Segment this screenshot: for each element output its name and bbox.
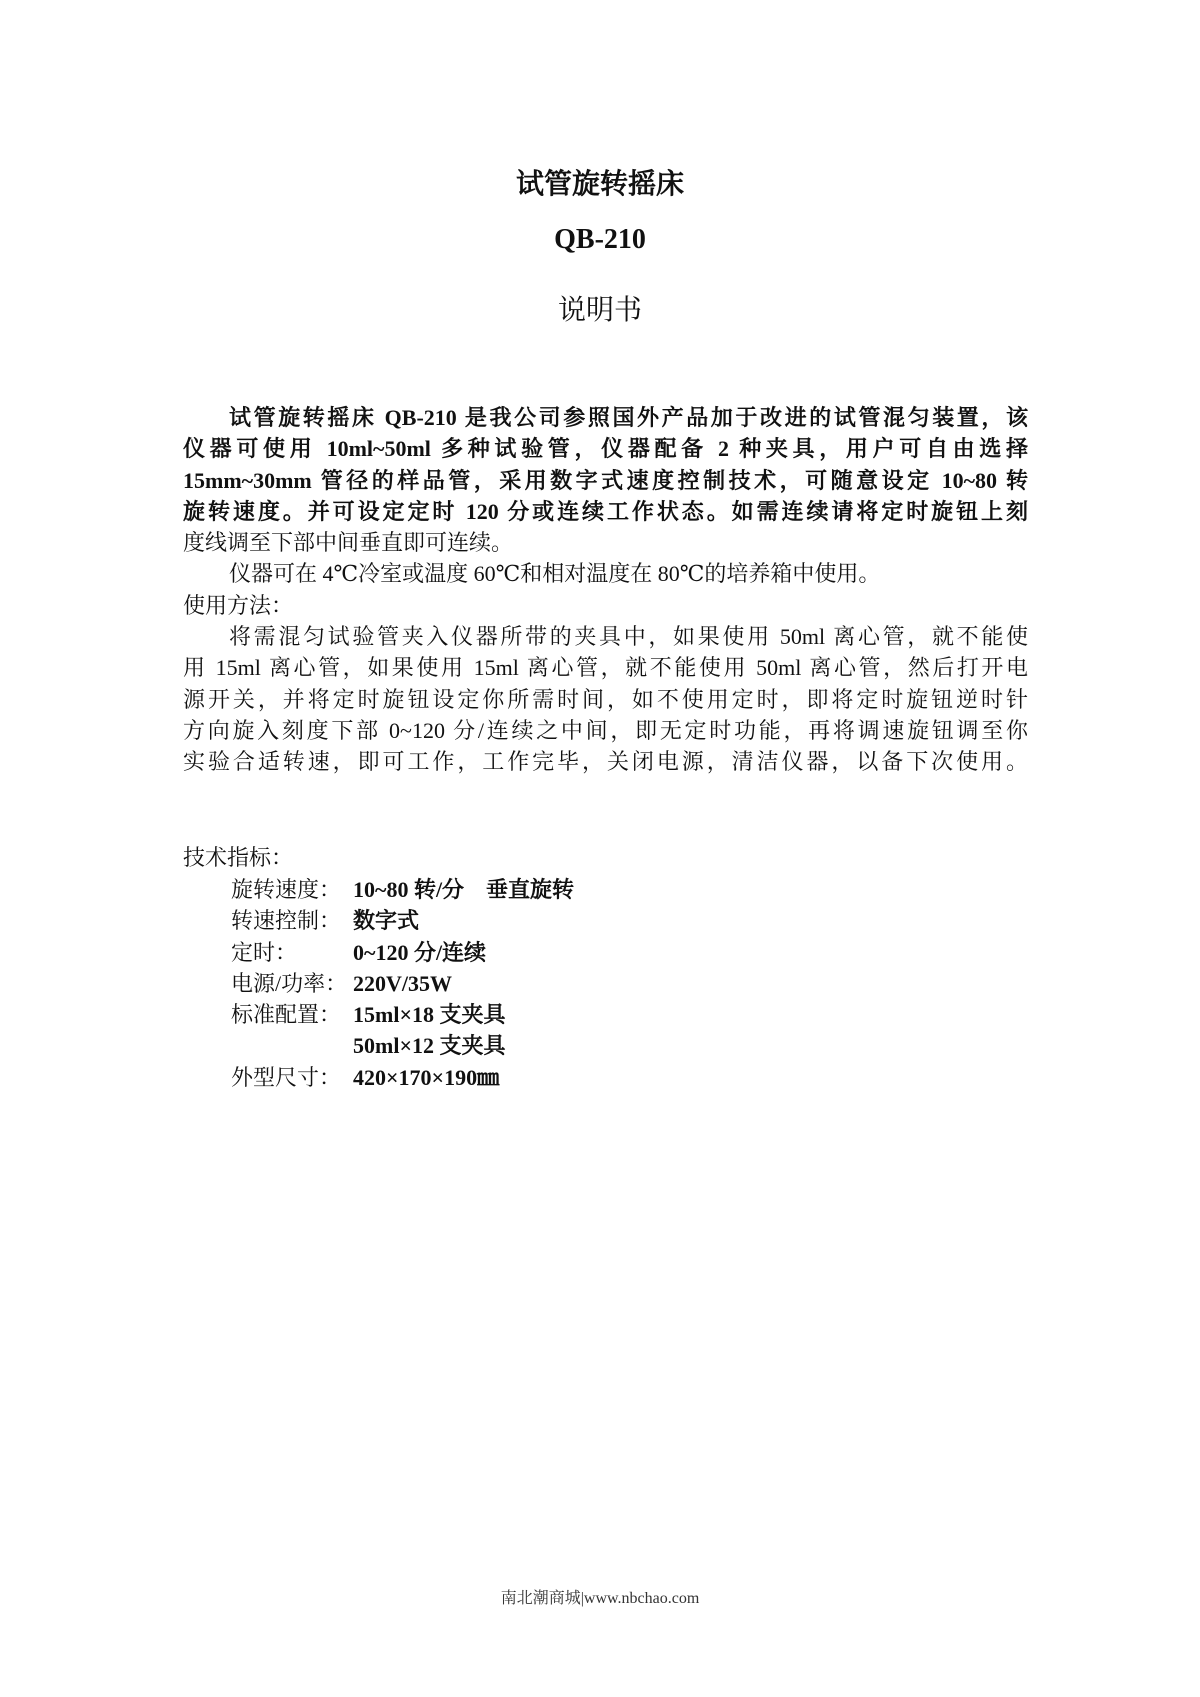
spec-row [231,937,574,968]
spec-value: 420×170×190㎜ [353,1064,500,1090]
spec-row [231,999,574,1030]
intro-section [183,402,1028,778]
spec-label: 标准配置： [231,1002,342,1028]
spec-label: 定时： [231,939,298,965]
usage-heading: 使用方法： [183,592,294,618]
spec-value: 50ml×12 支夹具 [353,1033,506,1059]
spec-value: 220V/35W [353,970,452,996]
usage-line: 用 15ml 离心管，如果使用 15ml 离心管，就不能使用 50ml 离心管，然后打开电 [183,655,1028,681]
spec-value: 数字式 [353,908,420,934]
spec-label: 转速控制： [231,908,342,934]
spec-value: 0~120 分/连续 [353,939,487,965]
usage-line: 源开关，并将定时旋钮设定你所需时间，如不使用定时，即将定时旋钮逆时针 [183,686,1028,712]
document-title: 试管旋转摇床 [515,169,684,200]
intro-line: 仪器可使用 10ml~50ml 多种试验管，仪器配备 2 种夹具，用户可自由选择 [183,436,1028,462]
spec-row [231,1062,574,1093]
environment-note: 仪器可在 4℃冷室或温度 60℃和相对温度在 80℃的培养箱中使用。 [229,561,881,587]
usage-line: 方向旋入刻度下部 0~120 分/连续之中间，即无定时功能，再将调速旋钮调至你 [183,717,1028,743]
spec-label: 外型尺寸： [231,1064,342,1090]
spec-heading-block [183,842,1028,873]
spec-row [231,874,574,905]
spec-row [231,968,574,999]
spec-row [231,905,574,936]
intro-line: 试管旋转摇床 QB-210 是我公司参照国外产品加于改进的试管混匀装置，该 [229,405,1028,430]
spec-label [231,1030,353,1061]
intro-line: 度线调至下部中间垂直即可连续。 [183,530,514,556]
model-number: QB-210 [554,224,646,255]
spec-value: 15ml×18 支夹具 [353,1002,506,1028]
spec-heading: 技术指标： [183,845,294,870]
spec-label: 旋转速度： [231,877,342,902]
spec-list [231,874,574,1093]
spec-row [231,1030,574,1061]
usage-line: 将需混匀试验管夹入仪器所带的夹具中，如果使用 50ml 离心管，就不能使 [229,624,1028,650]
intro-line: 15mm~30mm 管径的样品管，采用数字式速度控制技术，可随意设定 10~80 转 [183,467,1028,493]
spec-value: 10~80 转/分 垂直旋转 [353,877,575,902]
intro-line: 旋转速度。并可设定定时 120 分或连续工作状态。如需连续请将定时旋钮上刻 [183,498,1028,524]
document-subtitle: 说明书 [557,295,642,326]
footer-link[interactable]: 南北潮商城|www.nbchao.com [500,1590,700,1607]
spec-label: 电源/功率： [231,970,348,996]
usage-line: 实验合适转速，即可工作，工作完毕，关闭电源，清洁仪器，以备下次使用。 [183,749,1028,775]
